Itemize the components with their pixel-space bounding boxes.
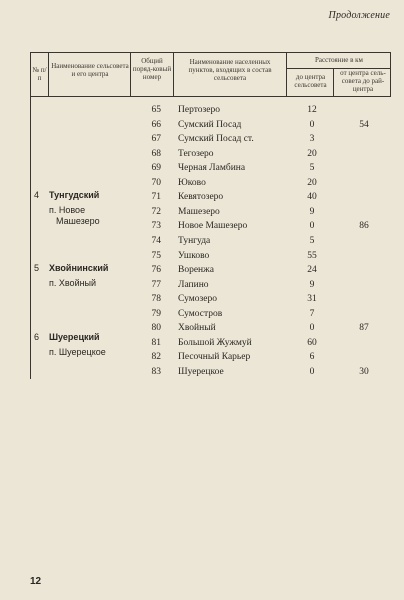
settlement-name: Сумостров: [178, 308, 223, 319]
settlement-name: Тегозеро: [178, 148, 214, 159]
distance-to-council-center: 60: [307, 337, 317, 348]
distance-to-council-center: 20: [307, 177, 317, 188]
settlement-name: Юково: [178, 177, 206, 188]
settlement-name: Сумозеро: [178, 294, 217, 305]
serial-number: 71: [151, 192, 161, 203]
settlement-name: Лапино: [178, 279, 209, 290]
col-divider-4: [286, 52, 287, 96]
council-name: Шуерецкий: [49, 332, 100, 342]
header-dist-district: от центра сель-совета до рай-центра: [340, 69, 386, 93]
settlement-name: Ушково: [178, 250, 210, 261]
distance-to-council-center: 5: [309, 163, 315, 174]
distance-to-council-center: 20: [307, 148, 317, 159]
continuation-label: Продолжение: [328, 10, 390, 21]
distance-to-council-center: 0: [309, 366, 315, 377]
settlement-name: Новое Машезеро: [178, 221, 248, 232]
distance-to-district-center: 86: [359, 221, 369, 232]
distance-to-council-center: 6: [309, 352, 315, 363]
distance-to-district-center: 54: [359, 119, 369, 130]
serial-number: 78: [151, 294, 161, 305]
serial-number: 76: [151, 265, 161, 276]
settlement-name: Шуерецкое: [178, 366, 224, 377]
header-no: № п/п: [32, 66, 47, 82]
header-distance: Расстояние в км: [314, 56, 363, 64]
council-center-cont: Машезеро: [56, 216, 100, 226]
col-divider-2: [130, 52, 131, 96]
distance-to-council-center: 9: [309, 206, 315, 217]
distance-to-council-center: 0: [309, 221, 315, 232]
header-serial: Общий поряд-ковый номер: [132, 57, 172, 81]
col-divider-0: [30, 52, 31, 379]
settlement-name: Воренжа: [178, 265, 214, 276]
col-divider-3: [173, 52, 174, 96]
header-council: Наименование сельсовета и его центра: [51, 62, 129, 78]
settlement-name: Тунгуда: [178, 236, 211, 246]
settlement-name: Сумский Посад ст.: [178, 134, 254, 145]
serial-number: 68: [151, 148, 161, 159]
serial-number: 79: [151, 308, 161, 319]
settlement-name: Большой Жужмуй: [178, 337, 252, 348]
serial-number: 66: [151, 119, 161, 130]
serial-number: 70: [151, 177, 161, 188]
settlement-name: Сумский Посад: [178, 119, 242, 130]
distance-to-council-center: 12: [307, 105, 317, 115]
serial-number: 81: [151, 337, 161, 348]
serial-number: 67: [151, 134, 161, 145]
distance-to-district-center: 87: [359, 323, 369, 334]
serial-number: 65: [151, 105, 161, 115]
serial-number: 74: [151, 236, 161, 246]
header-settlements: Наименование населенных пунктов, входящих в состав сельсовета: [188, 58, 272, 82]
council-center: п. Хвойный: [49, 278, 97, 288]
council-no: 5: [34, 263, 40, 273]
distance-to-council-center: 9: [309, 279, 315, 290]
distance-to-council-center: 55: [307, 250, 317, 261]
distance-to-council-center: 0: [309, 323, 315, 334]
col-divider-1: [48, 52, 49, 96]
header-dist-center: до центра сельсовета: [294, 73, 327, 89]
serial-number: 69: [151, 163, 161, 174]
settlement-name: Черная Ламбина: [178, 163, 246, 174]
distance-to-council-center: 5: [309, 236, 315, 246]
distance-to-council-center: 31: [307, 294, 317, 305]
council-name: Тунгудский: [49, 190, 100, 200]
serial-number: 82: [151, 352, 161, 363]
serial-number: 72: [151, 206, 161, 217]
council-name: Хвойнинский: [49, 263, 109, 273]
serial-number: 75: [151, 250, 161, 261]
serial-number: 73: [151, 221, 161, 232]
header-bottom-rule: [30, 96, 391, 97]
distance-to-council-center: 0: [309, 119, 315, 130]
distance-to-council-center: 40: [307, 192, 317, 203]
page-number: 12: [30, 576, 42, 587]
serial-number: 77: [151, 279, 161, 290]
distance-to-district-center: 30: [359, 366, 369, 377]
settlement-name: Кевятозеро: [178, 192, 224, 203]
col-divider-5: [333, 68, 334, 96]
settlements-table: [30, 52, 391, 379]
council-no: 4: [34, 190, 40, 200]
settlement-name: Машезеро: [178, 206, 220, 217]
distance-to-council-center: 24: [307, 265, 317, 276]
council-no: 6: [34, 332, 40, 342]
distance-to-council-center: 3: [309, 134, 315, 145]
settlement-name: Песочный Карьер: [178, 352, 251, 363]
serial-number: 80: [151, 323, 161, 334]
settlement-name: Пертозеро: [178, 105, 220, 115]
table-top-rule: [30, 52, 391, 53]
council-center: п. Новое: [49, 205, 86, 215]
council-center: п. Шуерецкое: [49, 347, 106, 357]
distance-to-council-center: 7: [309, 308, 315, 319]
settlement-name: Хвойный: [178, 323, 216, 334]
serial-number: 83: [151, 366, 161, 377]
